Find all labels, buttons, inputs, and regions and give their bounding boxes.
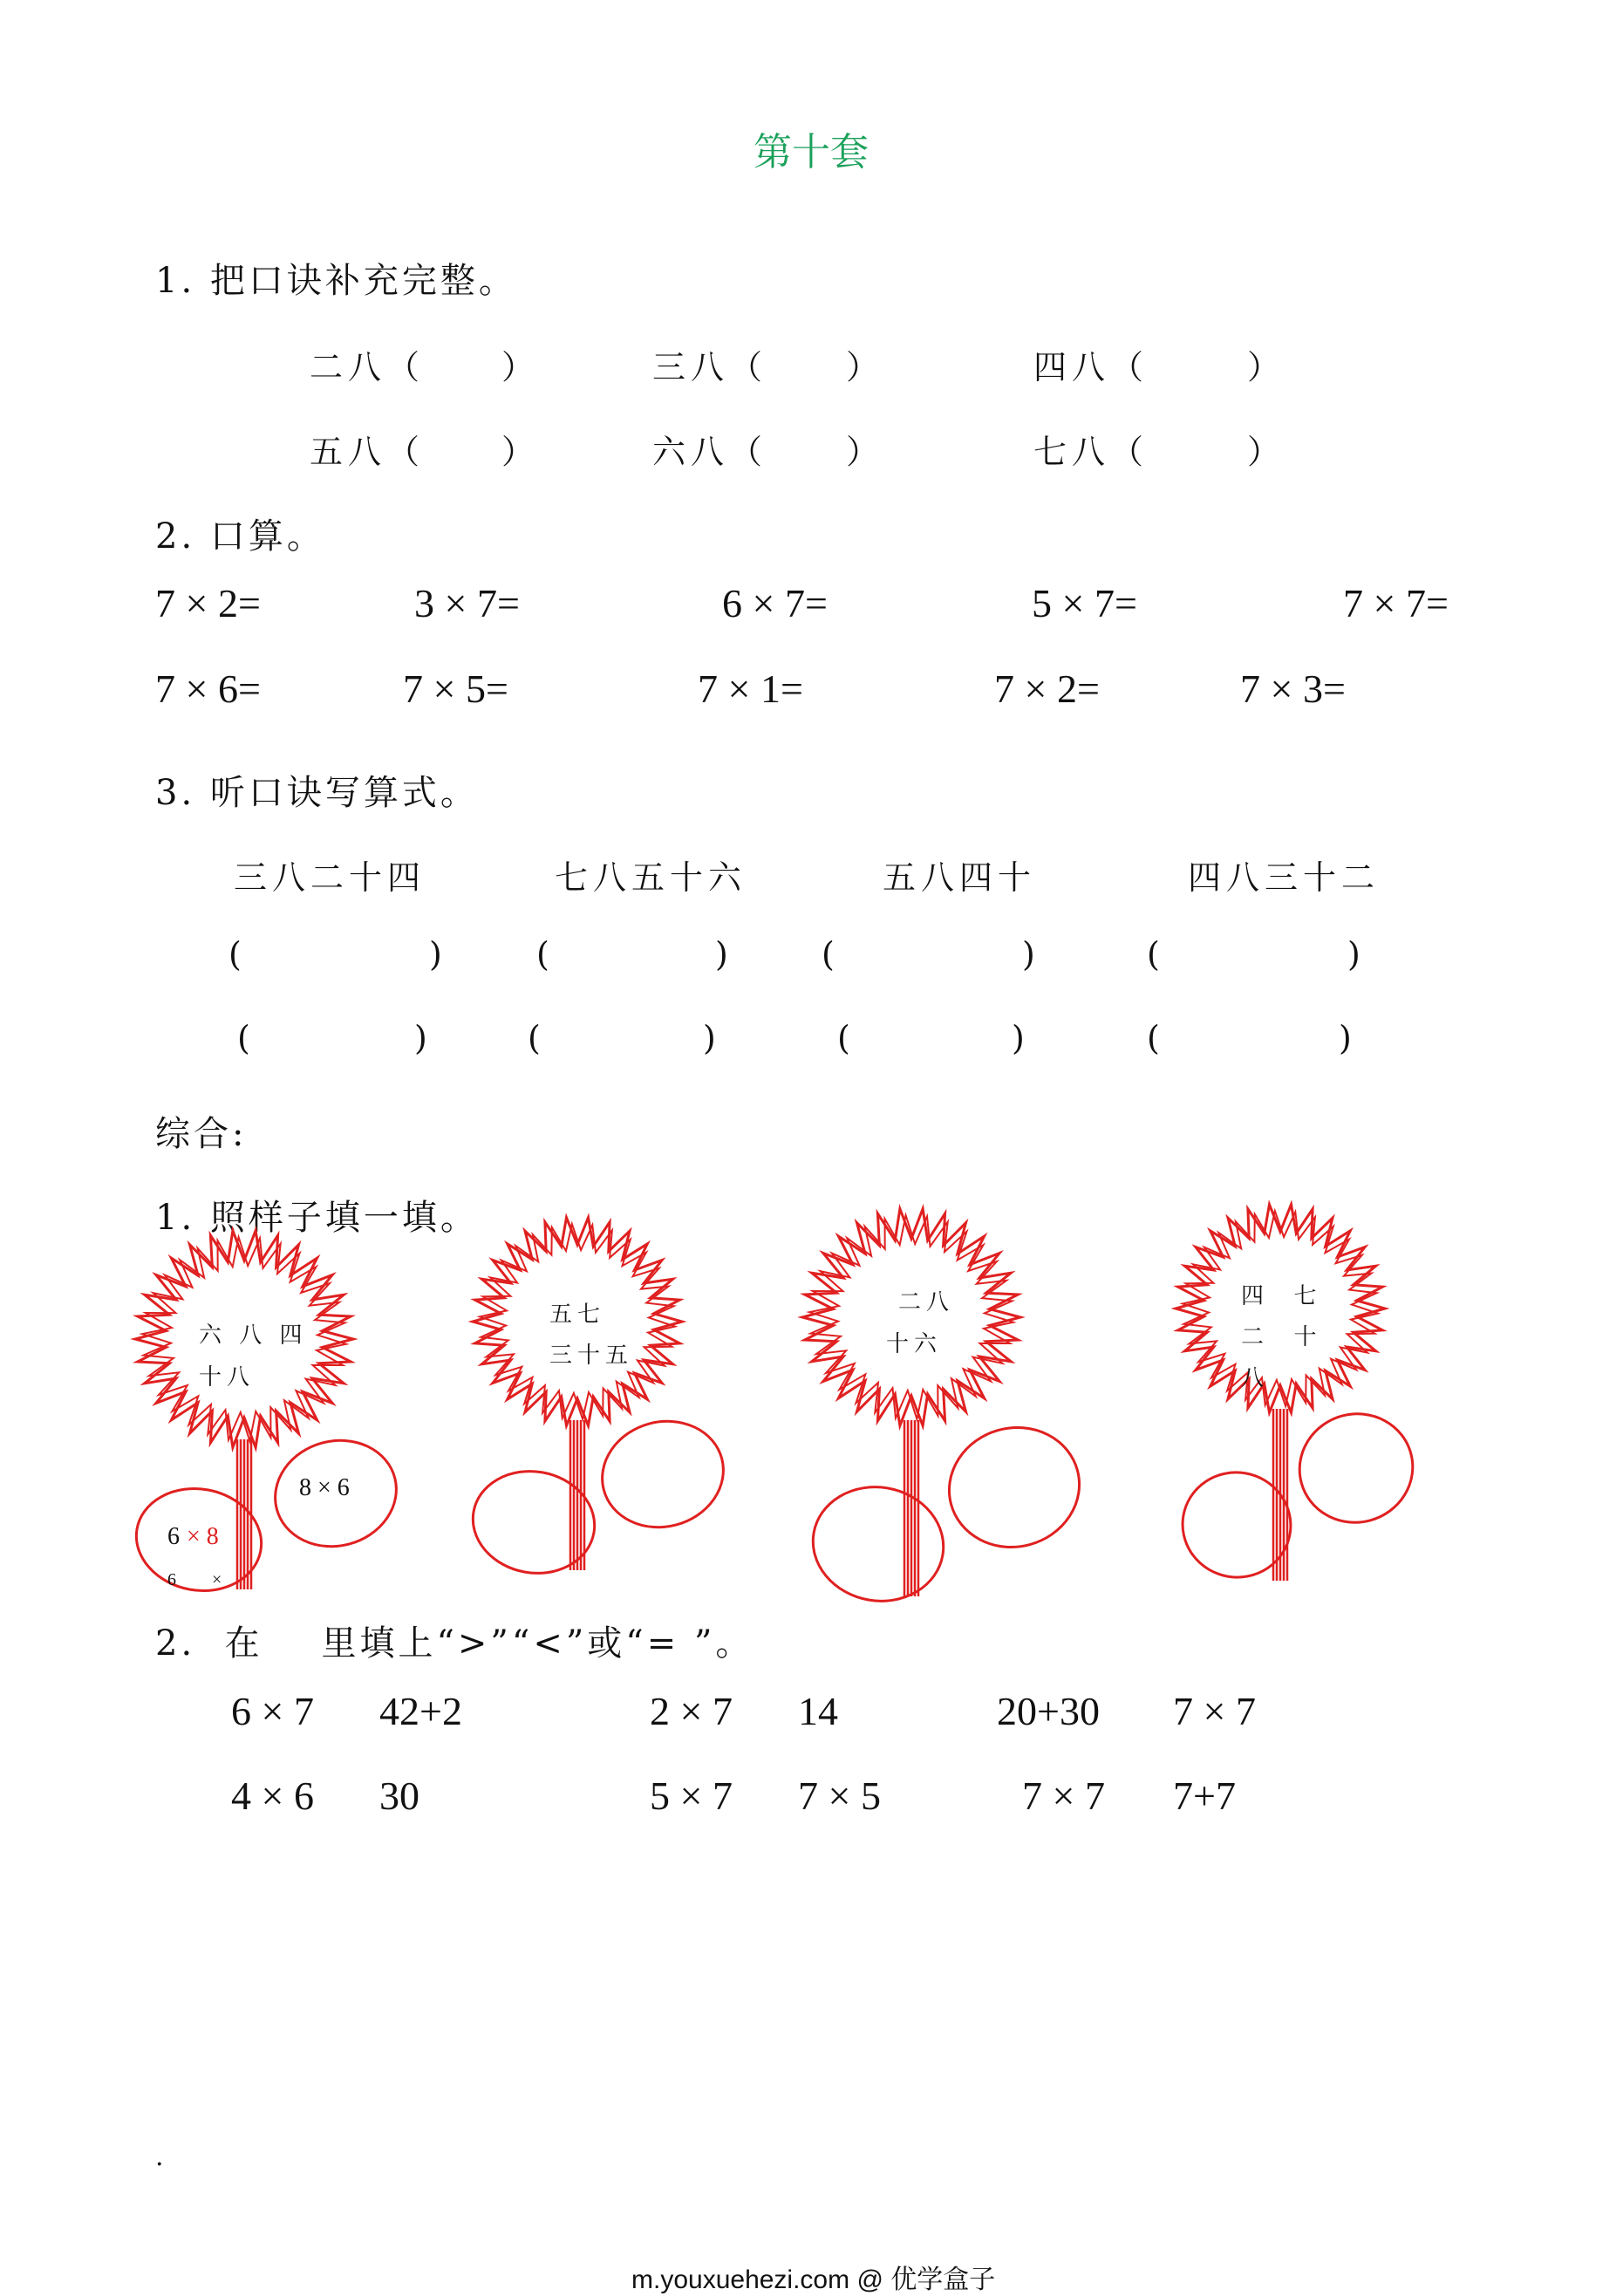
- flower-3-text-line2: 十六: [886, 1331, 943, 1357]
- flower-1-leaf-left-text-b: × 8: [187, 1523, 219, 1550]
- answer-paren-open: (: [837, 1019, 850, 1057]
- oral-calc-item: 7 × 7=: [1343, 581, 1449, 625]
- question-3-heading: 3. 听口诀写算式。: [155, 773, 479, 813]
- sunflower-2-leaf[interactable]: [590, 1408, 735, 1541]
- compare-right: 7 × 5: [798, 1773, 881, 1818]
- comprehensive-heading: 综合:: [155, 1114, 248, 1154]
- flower-4-text-line3: 八: [1241, 1365, 1270, 1391]
- flower-2-text-line2: 三十五: [549, 1343, 634, 1369]
- flower-1-text-line2: 十八: [199, 1364, 256, 1391]
- koujue-blank-2-label: 三八（: [652, 348, 768, 386]
- compare-left: 5 × 7: [650, 1773, 733, 1818]
- sunflower-3-head: [802, 1209, 1020, 1426]
- flower-1-below-text-a: 6: [167, 1570, 176, 1589]
- koujue-blank-5-label: 六八（: [652, 433, 768, 471]
- answer-paren-open: (: [228, 935, 242, 974]
- answer-paren-close: ): [703, 1019, 716, 1057]
- compare-left: 20+30: [997, 1689, 1100, 1733]
- koujue-blank-1-label: 二八（: [310, 348, 426, 386]
- answer-paren-close: ): [715, 935, 728, 974]
- flower-4-text-line2: 二 十: [1241, 1324, 1322, 1350]
- sunflower-4-leaf[interactable]: [1287, 1401, 1425, 1534]
- answer-paren-open: (: [528, 1019, 541, 1057]
- comprehensive-q1-heading: 1. 照样子填一填。: [155, 1198, 479, 1238]
- answer-paren-open: (: [536, 935, 549, 974]
- compare-right: 30: [379, 1773, 419, 1818]
- answer-paren-open: (: [1147, 1019, 1160, 1057]
- compare-right: 7 × 7: [1173, 1689, 1256, 1733]
- oral-calc-item: 6 × 7=: [722, 581, 828, 625]
- flower-1-text-line1: 六 八 四: [199, 1322, 308, 1349]
- compare-left: 4 × 6: [231, 1773, 314, 1818]
- koujue-blank-6-close: ）: [1247, 433, 1286, 471]
- koujue-text: 三八二十四: [234, 858, 426, 897]
- flower-3-text-line1: 二八: [898, 1289, 955, 1315]
- compare-left: 7 × 7: [1022, 1773, 1105, 1818]
- koujue-blank-1-close: ）: [501, 348, 541, 386]
- oral-calc-item: 7 × 3=: [1240, 666, 1346, 711]
- question-1-heading: 1. 把口诀补充完整。: [155, 261, 517, 301]
- koujue-blank-3-close: ）: [1247, 348, 1286, 386]
- compare-right: 14: [798, 1689, 838, 1733]
- compare-right: 7+7: [1173, 1773, 1236, 1818]
- answer-paren-close: ): [414, 1019, 427, 1057]
- compare-left: 6 × 7: [231, 1689, 314, 1733]
- flower-1-leaf-left-text-a: 6: [167, 1523, 180, 1550]
- answer-paren-close: ): [1339, 1019, 1352, 1057]
- koujue-blank-4-label: 五八（: [310, 433, 426, 471]
- koujue-blank-4-close: ）: [501, 433, 541, 471]
- koujue-blank-6-label: 七八（: [1033, 433, 1149, 471]
- koujue-text: 五八四十: [883, 858, 1037, 897]
- sunflower-3-head-inner: [809, 1215, 1013, 1419]
- koujue-blank-3-label: 四八（: [1033, 348, 1149, 386]
- flower-1-below-text-b: ×: [212, 1570, 222, 1589]
- oral-calc-item: 3 × 7=: [414, 581, 520, 625]
- flower-2-text-line1: 五七: [549, 1302, 606, 1328]
- answer-paren-close: ): [429, 935, 442, 974]
- koujue-text: 四八三十二: [1188, 858, 1381, 897]
- oral-calc-item: 7 × 2=: [155, 581, 261, 625]
- oral-calc-item: 7 × 6=: [155, 666, 261, 711]
- answer-paren-close: ): [1022, 935, 1035, 974]
- answer-paren-open: (: [237, 1019, 250, 1057]
- page-title: 第十套: [754, 130, 869, 174]
- sunflower-3-leaf[interactable]: [936, 1413, 1093, 1561]
- question-2-heading: 2. 口算。: [155, 516, 325, 557]
- sunflower-2-leaf[interactable]: [465, 1462, 603, 1583]
- oral-calc-item: 7 × 2=: [994, 666, 1100, 711]
- compare-right: 42+2: [379, 1689, 462, 1733]
- flower-4-text-line1: 四 七: [1241, 1283, 1322, 1309]
- footer-watermark: m.youxuehezi.com @ 优学盒子: [631, 2265, 996, 2294]
- compare-left: 2 × 7: [650, 1689, 733, 1733]
- oral-calc-item: 5 × 7=: [1032, 581, 1137, 625]
- answer-paren-close: ): [1012, 1019, 1025, 1057]
- oral-calc-item: 7 × 1=: [698, 666, 803, 711]
- answer-paren-open: (: [822, 935, 835, 974]
- answer-paren-open: (: [1147, 935, 1160, 974]
- flower-1-leaf-right-text: 8 × 6: [299, 1474, 350, 1501]
- answer-paren-close: ): [1347, 935, 1360, 974]
- koujue-text: 七八五十六: [555, 858, 747, 897]
- koujue-blank-5-close: ）: [846, 433, 885, 471]
- oral-calc-item: 7 × 5=: [403, 666, 508, 711]
- sunflower-3-leaf[interactable]: [804, 1477, 952, 1611]
- koujue-blank-2-close: ）: [846, 348, 885, 386]
- comprehensive-q2-heading: 2. 在 里填上“>”“<”或“= ”。: [155, 1623, 754, 1664]
- stray-dot: .: [155, 2142, 164, 2172]
